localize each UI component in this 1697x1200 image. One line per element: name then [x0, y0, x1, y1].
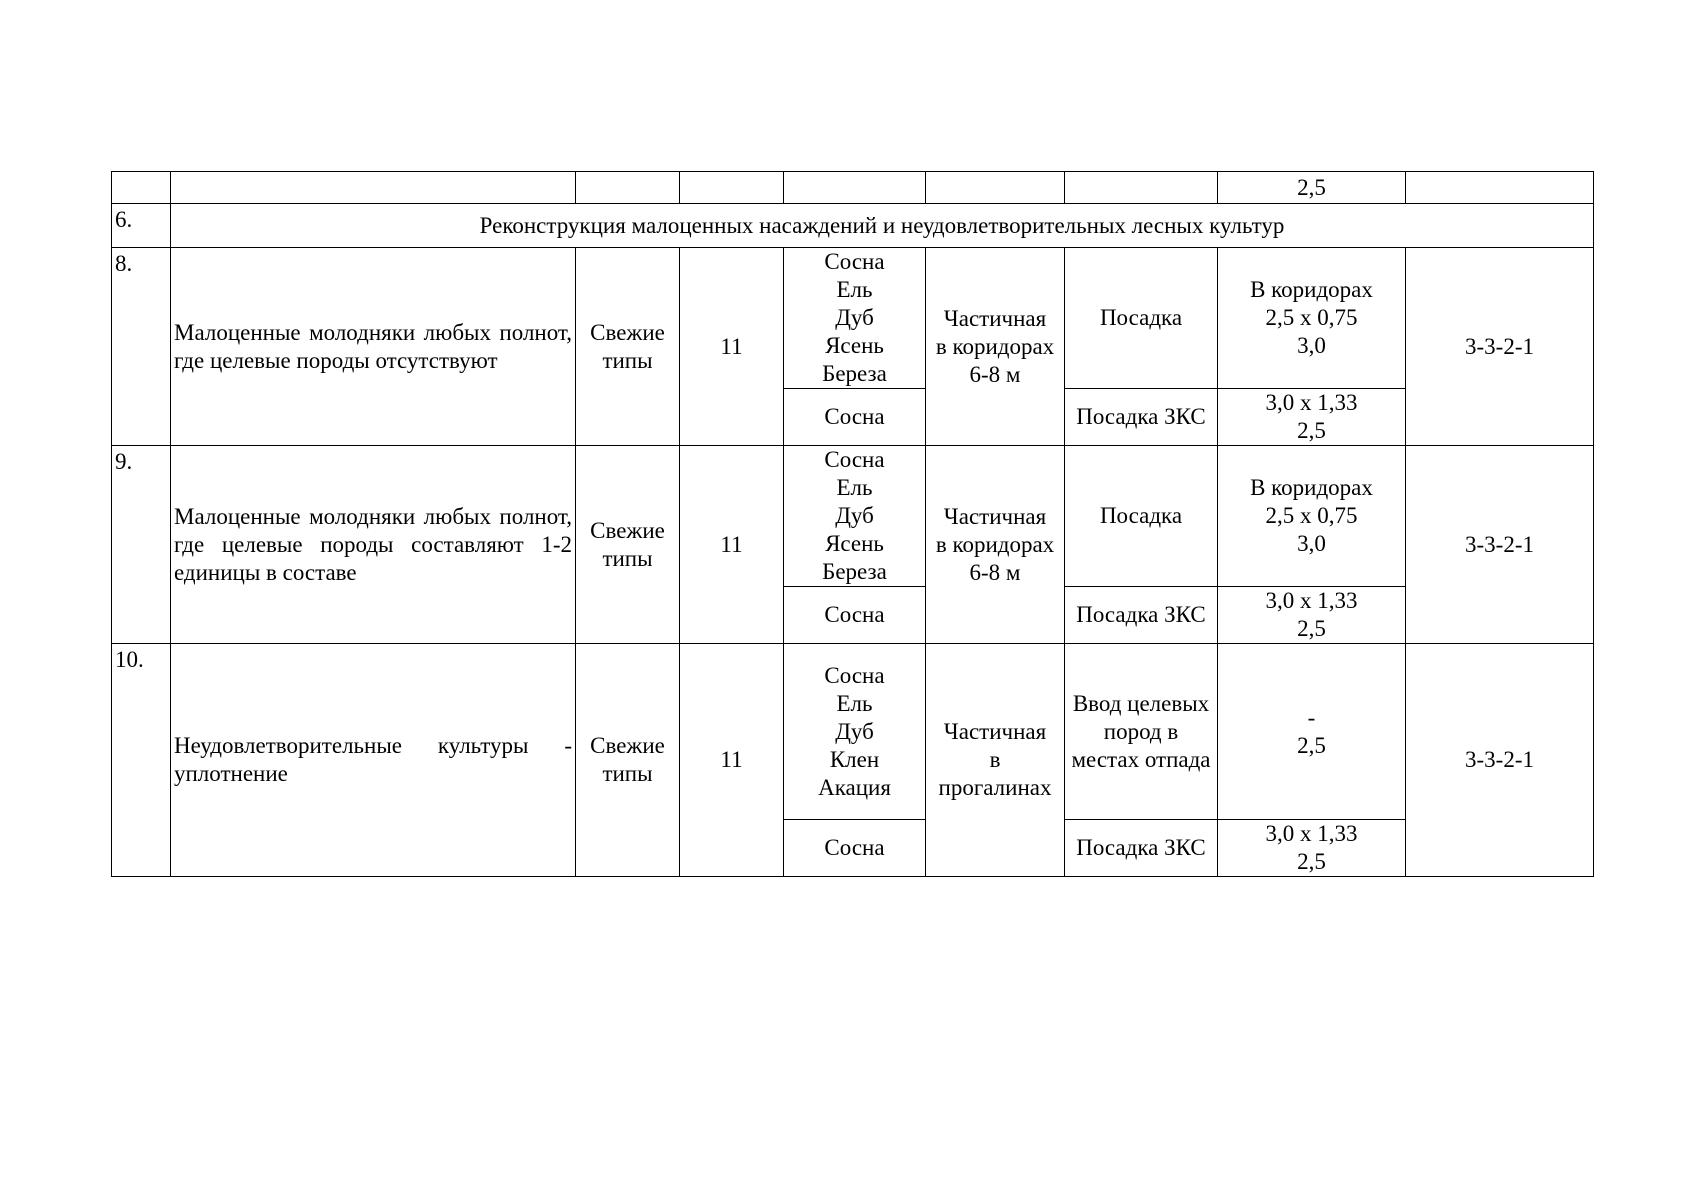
row-description: Малоценные молодняки любых полнот, где целевые породы отсутствуют [171, 248, 576, 446]
spacing-line: 2,5 [1297, 732, 1326, 758]
forest-type-line: Свежие [590, 733, 665, 758]
species-item: Дуб [835, 503, 874, 528]
spacing-line: - [1307, 704, 1316, 730]
species-item: Ясень [825, 333, 884, 358]
spacing-line: 3,0 х 1,33 [1265, 588, 1358, 613]
species-item: Дуб [835, 718, 874, 744]
spacing-line: 3,0 [1297, 333, 1326, 358]
row-description: Неудовлетворительные культуры - уплотнение [171, 644, 576, 877]
spacing-cell: 2,5 [1218, 172, 1406, 204]
species-item: Береза [822, 361, 887, 386]
table-cell [1406, 172, 1594, 204]
species-cell-2: Сосна [784, 587, 926, 644]
method-line: в [989, 747, 1001, 772]
spacing-line: 3,0 х 1,33 [1265, 390, 1358, 415]
operation-cell: Посадка [1065, 248, 1218, 389]
method-cell [926, 446, 1065, 644]
forest-type-line: типы [602, 761, 653, 786]
species-item: Ясень [825, 531, 884, 556]
section-number: 6. [112, 204, 171, 248]
method-line: прогалинах [938, 775, 1052, 800]
method-line: Частичная [943, 305, 1047, 331]
forest-type-cell [576, 446, 680, 644]
species-cell [784, 248, 926, 389]
spacing-cell-2 [1218, 587, 1406, 644]
spacing-line: 2,5 х 0,75 [1265, 503, 1358, 528]
table-cell [576, 172, 680, 204]
method-line: 6-8 м [969, 361, 1021, 387]
species-cell-2: Сосна [784, 820, 926, 877]
table-row [112, 446, 1594, 587]
forest-type-line: Свежие [590, 517, 665, 543]
method-cell [926, 644, 1065, 877]
table-row [112, 248, 1594, 389]
species-cell-2: Сосна [784, 389, 926, 446]
spacing-line: 2,5 [1297, 418, 1326, 443]
species-cell [784, 644, 926, 820]
row-number: 8. [112, 248, 171, 446]
method-line: Частичная [943, 719, 1047, 744]
table-cell [171, 172, 576, 204]
spacing-line: В коридорах [1250, 277, 1373, 302]
species-item: Береза [822, 559, 887, 584]
method-line: в коридорах [935, 531, 1055, 557]
row-description: Малоценные молодняки любых полнот, где целевые породы составляют 1-2 единицы в составе [171, 446, 576, 644]
spacing-cell [1218, 644, 1406, 820]
operation-line: пород в [1103, 718, 1179, 744]
species-item: Ель [836, 277, 873, 302]
species-item: Ель [836, 475, 873, 500]
species-item: Сосна [824, 447, 885, 472]
operation-line: местах отпада [1071, 746, 1211, 772]
spacing-line: 3,0 [1297, 531, 1326, 556]
species-item: Дуб [835, 305, 874, 330]
table-cell [784, 172, 926, 204]
operation-cell [1065, 644, 1218, 820]
spacing-line: 3,0 х 1,33 [1265, 821, 1358, 846]
table-cell [112, 172, 171, 204]
species-cell [784, 446, 926, 587]
spacing-cell [1218, 248, 1406, 389]
spacing-cell-2 [1218, 389, 1406, 446]
section-title: Реконструкция малоценных насаждений и неудовлетворительных лесных культур [171, 204, 1594, 248]
spacing-line: 2,5 [1297, 616, 1326, 641]
table-row [112, 644, 1594, 820]
spacing-line: 2,5 [1297, 849, 1326, 874]
spacing-cell-2 [1218, 820, 1406, 877]
forest-type-line: типы [602, 545, 653, 571]
method-cell [926, 248, 1065, 446]
scheme-cell: 3-3-2-1 [1406, 446, 1594, 644]
scheme-cell: 3-3-2-1 [1406, 248, 1594, 446]
table-row-continuation [112, 172, 1594, 204]
code-cell: 11 [680, 248, 784, 446]
table-cell [680, 172, 784, 204]
forest-type-cell [576, 248, 680, 446]
code-cell: 11 [680, 446, 784, 644]
operation-cell: Посадка [1065, 446, 1218, 587]
document-page [111, 171, 1593, 877]
species-item: Сосна [824, 662, 885, 688]
species-item: Клен [829, 746, 880, 772]
reconstruction-table [111, 171, 1594, 877]
method-line: в коридорах [935, 333, 1055, 359]
operation-cell-2: Посадка ЗКС [1065, 820, 1218, 877]
row-number: 9. [112, 446, 171, 644]
table-cell [926, 172, 1065, 204]
code-cell: 11 [680, 644, 784, 877]
operation-cell-2: Посадка ЗКС [1065, 389, 1218, 446]
spacing-cell [1218, 446, 1406, 587]
forest-type-line: типы [602, 347, 653, 373]
spacing-line: В коридорах [1250, 475, 1373, 500]
species-item: Сосна [824, 249, 885, 274]
row-number: 10. [112, 644, 171, 877]
forest-type-line: Свежие [590, 319, 665, 345]
table-cell [1065, 172, 1218, 204]
forest-type-cell [576, 644, 680, 877]
section-row [112, 204, 1594, 248]
operation-line: Ввод целевых [1072, 690, 1210, 716]
method-line: 6-8 м [969, 559, 1021, 585]
scheme-cell: 3-3-2-1 [1406, 644, 1594, 877]
spacing-line: 2,5 х 0,75 [1265, 305, 1358, 330]
operation-cell-2: Посадка ЗКС [1065, 587, 1218, 644]
method-line: Частичная [943, 503, 1047, 529]
species-item: Ель [836, 690, 873, 716]
species-item: Акация [818, 774, 891, 800]
